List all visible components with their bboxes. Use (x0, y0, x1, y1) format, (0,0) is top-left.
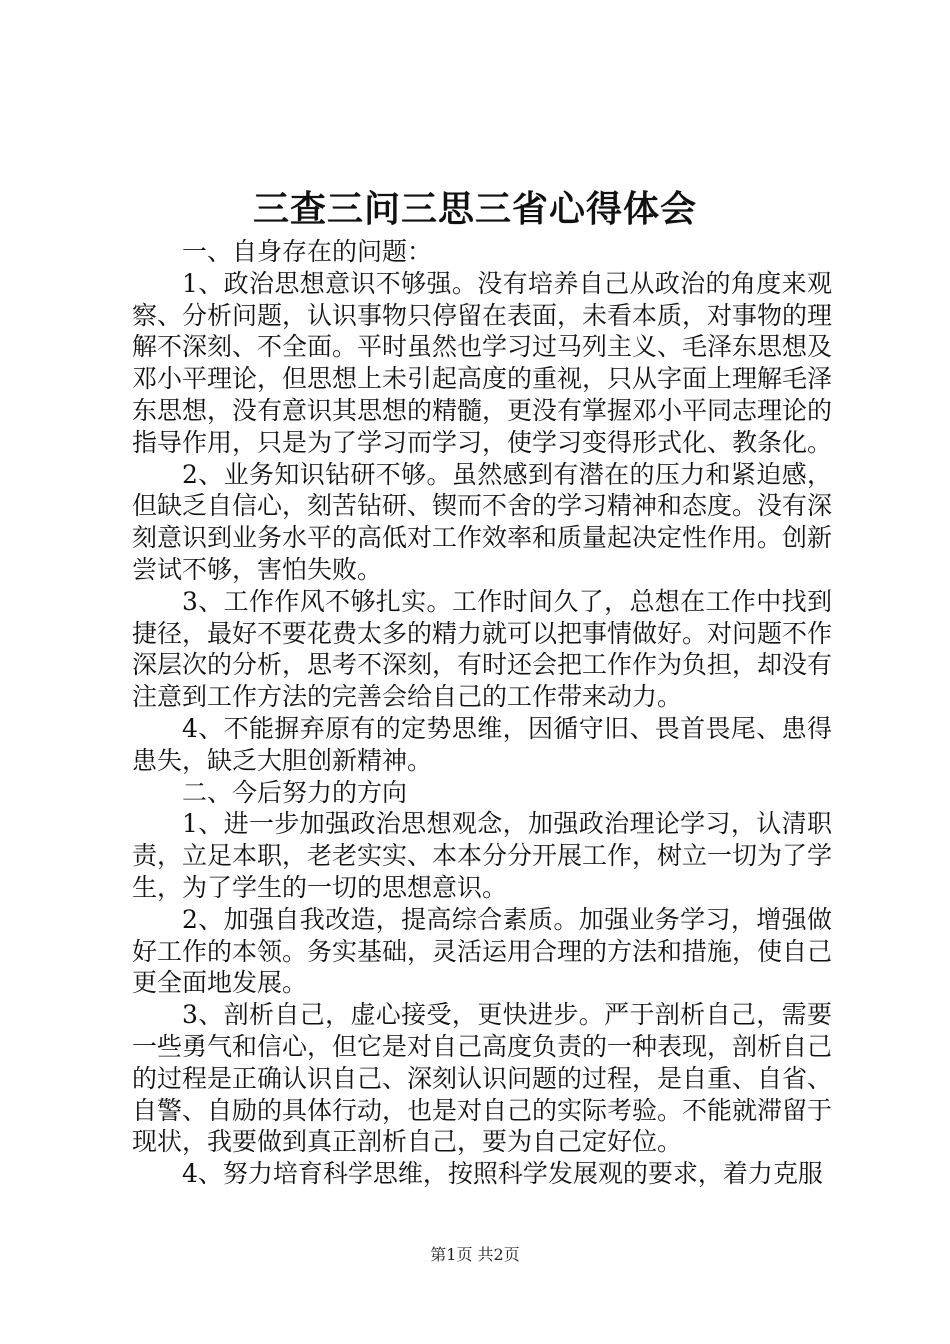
paragraph-direction-4: 4、努力培育科学思维，按照科学发展观的要求，着力克服 (182, 1159, 823, 1189)
section-heading-direction: 二、今后努力的方向 (182, 777, 408, 807)
paragraph-problem-4: 4、不能摒弃原有的定势思维，因循守旧、畏首畏尾、患得患失，缺乏大胆创新精神。 (132, 713, 832, 775)
page-title: 三查三问三思三省心得体会 (252, 188, 697, 230)
paragraph-problem-1: 1、政治思想意识不够强。没有培养自己从政治的角度来观察、分析问题，认识事物只停留在表面，未看本质，对事物的理解不深刻、不全面。平时虽然也学习过马列主义、毛泽东思想及邓小平理论，但思想上未引起高度的重视，只从字面上理解毛泽东思想，没有意识其思想的精髓，更没有掌握邓小平同志理论的指导作用，只是为了学习而学习，使学习变得形式化、教条化。 (132, 268, 833, 457)
page-footer: 第1页 共2页 (430, 1245, 520, 1264)
paragraph-problem-3: 3、工作作风不够扎实。工作时间久了，总想在工作中找到捷径，最好不要花费太多的精力就可以把事情做好。对问题不作深层次的分析，思考不深刻，有时还会把工作作为负担，却没有注意到工作方法的完善会给自己的工作带来动力。 (132, 586, 833, 712)
paragraph-direction-2: 2、加强自我改造，提高综合素质。加强业务学习，增强做好工作的本领。务实基础，灵活运用合理的方法和措施，使自己更全面地发展。 (132, 904, 833, 998)
paragraph-problem-2: 2、业务知识钻研不够。虽然感到有潜在的压力和紧迫感，但缺乏自信心，刻苦钻研、锲而不舍的学习精神和态度。没有深刻意识到业务水平的高低对工作效率和质量起决定性作用。创新尝试不够，害怕失败。 (132, 459, 833, 584)
paragraph-direction-3: 3、剖析自己，虚心接受，更快进步。严于剖析自己，需要一些勇气和信心，但它是对自己高度负责的一种表现，剖析自己的过程是正确认识自己、深刻认识问题的过程，是自重、自省、自警、自励的具体行动，也是对自己的实际考验。不能就滞留于现状，我要做到真正剖析自己，要为自己定好位。 (132, 1000, 833, 1157)
paragraph-direction-1: 1、进一步加强政治思想观念，加强政治理论学习，认清职责，立足本职，老老实实、本本分分开展工作，树立一切为了学生，为了学生的一切的思想意识。 (132, 809, 833, 902)
section-heading-problems: 一、自身存在的问题： (182, 237, 433, 266)
document-body (132, 236, 832, 1190)
